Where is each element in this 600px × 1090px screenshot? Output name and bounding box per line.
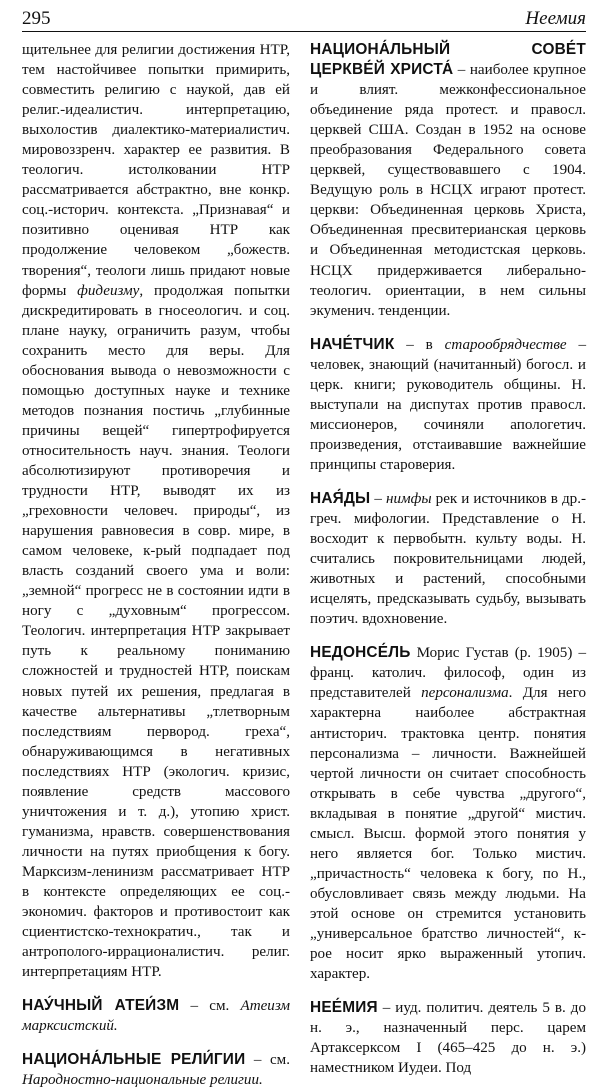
entry-text: – наиболее крупное и влият. межконфессиональное объединение ряда протест. и правосл. церквей США. Создан в 1952 на основе преобразования Федерального совета церквей, существовавшего с 1904. Ведущую роль в НСЦХ играют протест. церкви: Объединенная церковь Христа, Объединенная пресвитерианская церковь и Объединенная методистская церковь. НСЦХ придерживается либерально-теологич. ориентации, в нем сильны экуменич. тенденции. [310,62,586,319]
entry-continuation [22,40,290,982]
entry-nacionalnye-religii [22,1050,290,1090]
entry-text: – [370,490,386,507]
entry-term: НАУ́ЧНЫЙ АТЕИ́ЗМ [22,997,180,1015]
right-column [310,40,586,1077]
entry-term: НЕДОНСЕ́ЛЬ [310,644,411,662]
entry-italic-ref: нимфы [385,490,432,507]
entry-neemia [310,998,586,1078]
entry-text: – см. [179,998,241,1015]
entry-nscc [310,40,586,321]
entry-term: НАЦИОНА́ЛЬНЫЕ РЕЛИ́ГИИ [22,1051,246,1069]
entry-italic-ref: старообрядчестве [444,336,567,353]
entry-text: – см. [245,1052,291,1069]
entry-term: НАЯ́ДЫ [310,489,371,507]
entry-text: . Для него характерна наиболее абстрактная антисторич. трактовка центр. понятия персонализма – личности. Важнейшей чертой личности он считает способность открывать в себе чувства „другого“, вкладывая в понятие „другой“ мистич. смысл. Высш. формой этого понятия у него является бог. Только мистич. „причастность“ человека к богу, по Н., обусловливает связь между людьми. На этой основе он стремится установить „универсальное братство личностей“, к-рое носит ярко выраженный утопич. характер. [310,685,586,983]
entry-nayady [310,489,586,629]
entry-text: – иуд. политич. деятель 5 в. до н. э., назначенный перс. царем Артаксерксом I (465–425 до н. э.) наместником Иудеи. Под [310,1000,586,1077]
running-header [22,8,586,32]
entry-cross-reference: Народностно-национальные религии. [22,1072,263,1089]
entry-text: – человек, знающий (начитанный) богосл. и церк. книги; руководитель общины. Н. выступали на диспутах против правосл. миссионеров, сочиняли апологетич. произведения, отстаивавшие важнейшие принципы староверия. [310,336,586,473]
entry-text: рек и источников в др.-греч. мифологии. Представление о Н. восходит к первобытн. культу воды. Н. считались покровительницами людей, животных и растений, способными исцелять, предсказывать судьбу, вызывать поэтич. вдохновение. [310,490,586,628]
entry-term: НЕЕ́МИЯ [310,999,378,1017]
continuation-text-b: , продолжая попытки дискредитировать в гносеологич. и соц. плане науку, ограничить разум, чтобы сохранить место для веры. Для обоснования вывода о невозможности с помощью доступных науке и технике методов познания постичь „глубинные причины вещей“ гипертрофируется относительность науч. знания. Теологи абсолютизируют противоречия и трудности НТР, выводят их из „греховности человеч. природы“, из нарушения равновесия в совр. мире, в самом человеке, к-рый подпадает под власть созданий своего ума и воли: „земной“ прогресс не в состоянии идти в ногу с „духовным“ прогрессом. Теологич. интерпретация НТР закрывает путь к реальному пониманию сложностей и трудностей НТР, поискам новых путей их решения, предлагая в качестве альтернативы „тлетворным последствиям первород. греха“, обнаруживающимся в негативных последствиях НТР (экологич. кризис, появление средств массового уничтожения и т. д.), утопию христ. гуманизма, нравств. совершенствования личности на путях приобщения к богу. Марксизм-ленинизм рассматривает НТР в контексте определяющих ее соц.-экономич. факторов и противостоит как сциентистско-технократич., так и антрополого-иррационалистич. религ. интерпретациям НТР. [22,282,290,981]
entry-text: Морис Густав (р. 1905) – франц. католич. философ, один из представителей [310,645,586,702]
entry-nedonsel [310,643,586,984]
page-number: 295 [22,8,51,29]
entry-nauchny-ateizm [22,996,290,1036]
entry-nachetchik [310,335,586,475]
left-column [22,40,291,1089]
entry-text: – в [394,336,445,353]
entry-term: НАЦИОНА́ЛЬНЫЙ СОВЕ́Т ЦЕРКВЕ́Й ХРИСТА́ [310,41,586,79]
text-columns [22,40,586,1089]
continuation-italic-ref: фидеизму [77,282,140,299]
continuation-text-a: щительнее для религии достижения НТР, тем настойчивее попытки примирить, совместить религию с наукой, дав ей религ.-идеалистич. интерпретацию, выхолостив диалектико-материалистич. мировоззренч. характер ее развития. В теологич. истолковании НТР рассматривается абстрактно, вне конкр. соц.-историч. контекста. „Признавая“ и позитивно оценивая НТР как продолжение человеком „божеств. творения“, теологи лишь придают новые формы [22,42,290,299]
entry-cross-reference: Атеизм марксистский. [22,998,290,1035]
running-headword: Неемия [525,8,586,29]
entry-italic-ref: персонализма [421,685,509,702]
entry-term: НАЧЕ́ТЧИК [310,335,395,353]
